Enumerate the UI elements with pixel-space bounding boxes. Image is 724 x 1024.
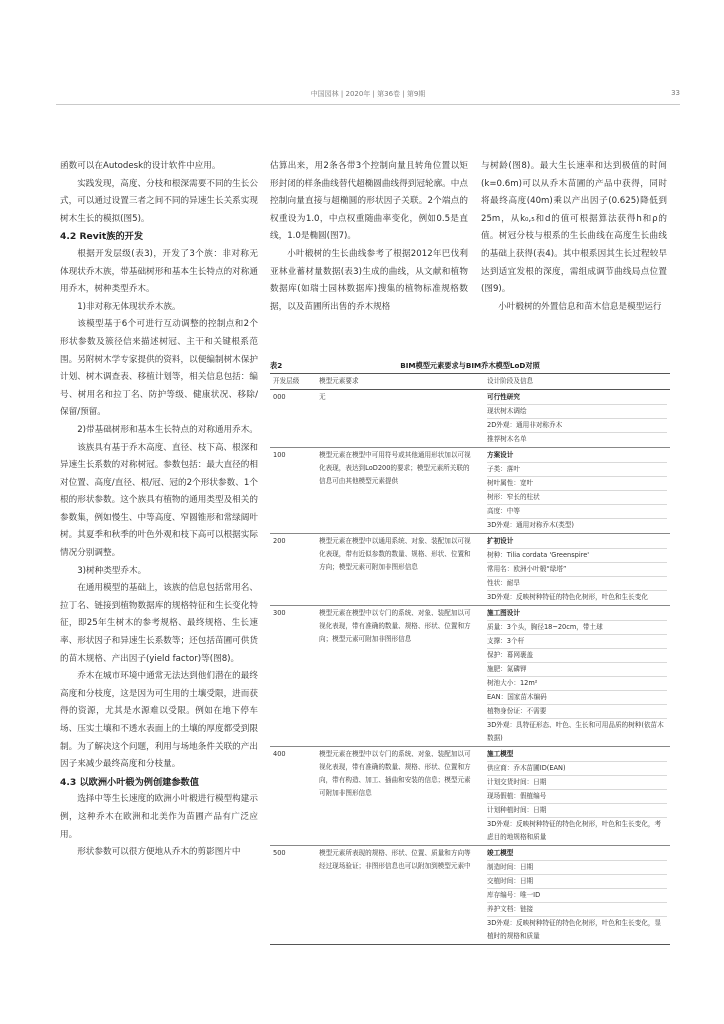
- info-line: 供应商：乔木苗圃ID(EAN): [487, 762, 667, 776]
- info-line: 子类：落叶: [487, 463, 667, 477]
- paragraph: 与树龄(图8)。最大生长速率和达到极值的时间(k=0.6m)可以从乔木苗圃的产品中获得，同时将最终高度(40m)乘以产出因子(0.625)降低到25m，从k₀,₅和d的值可根据算法获得h和ρ的值。树冠分枝与根系的生长曲线在高度生长曲线的基础上获得(表4)。其中根系因其生长过程较早达到适宜发根的深度，需组成调节曲线局点位置(图9)。: [481, 161, 667, 295]
- paragraph: 小叶椴树的生长曲线参考了根据2012年巴伐利亚林业蓄材量数据(表3)生成的曲线，从文献和植物数据库(如瑞士园林数据库)搜集的植物标准规格数据，以及苗圃所出售的乔木规格: [270, 248, 468, 312]
- info-line: 制造时间：日期: [487, 861, 667, 875]
- info-line: 植物身份证：不需要: [487, 705, 667, 719]
- info-line: 质量：3个头，胸径18~20cm，带土球: [487, 621, 667, 635]
- info-line: 施肥：氮磷钾: [487, 663, 667, 677]
- column-left: [60, 158, 258, 862]
- level-cell: 400: [273, 750, 286, 758]
- paragraph: 2)带基础树形和基本生长特点的对称通用乔木。: [77, 424, 258, 435]
- info-line: 树形：窄长的柱状: [487, 491, 667, 505]
- info-line: 计划种植时间：日期: [487, 804, 667, 818]
- level-cell: 200: [273, 537, 286, 545]
- info-line: 3D外观：反映树种特征的特色化树形，叶色和生长变化，考虑目的地规格和质量: [487, 820, 662, 841]
- design-phase: 竣工模型: [487, 847, 667, 861]
- design-phase: 可行性研究: [487, 391, 667, 405]
- table-number: 表2: [270, 361, 283, 370]
- info-line: 3D外观：反映树种特征的特色化树形，叶色和生长变化: [487, 593, 648, 601]
- info-line: 2D外观：通用非对称乔木: [487, 419, 667, 433]
- paragraph: 该族具有基于乔木高度、直径、枝下高、根深和异速生长系数的对称树冠。参数包括：最大直径的相对位置、高度/直径、根/冠、冠的2个形状参数、1个根的形状参数。这个族具有植物的通用类型及相关的参数集，例如慢生、中等高度、窄圆锥形和常绿阔叶树。其夏季和秋季的叶色外观和枝下高可以根据实际情况分别调整。: [60, 442, 258, 559]
- paragraph: 形状参数可以很方便地从乔木的剪影图片中: [77, 847, 241, 858]
- paragraph: 乔木在城市环境中通常无法达到他们潜在的最终高度和分枝度，这是因为可生用的土壤受限，进而获得的资源，尤其是水源难以受限。例如在地下停车场、压实土壤和不透水表面上的土壤的厚度都受到限制。为了解决这个问题，利用与场地条件关联的产出因子来减少最终高度和分枝量。: [60, 671, 258, 770]
- level-cell: 000: [273, 393, 286, 401]
- header-cell: 设计阶段及信息: [487, 377, 534, 385]
- section-heading-4-2: 4.2 Revit族的开发: [60, 231, 144, 243]
- info-line: 树池大小：12m²: [487, 677, 667, 691]
- requirement-cell: 无: [319, 393, 326, 401]
- design-phase: 扩初设计: [487, 535, 667, 549]
- paragraph: 3)树种类型乔木。: [77, 565, 147, 576]
- table-header-row: [270, 374, 670, 390]
- info-line: EAN：国家苗木编码: [487, 691, 667, 705]
- page-header: [56, 86, 680, 105]
- info-cell: [484, 448, 670, 534]
- journal-info: 中国园林 | 2020年 | 第36卷 | 第9期: [310, 90, 426, 98]
- paragraph: 根据开发层级(表3)，开发了3个族：非对称无体现状乔木族，带基础树形和基本生长特点的对称通用乔木，树种类型乔木。: [60, 248, 258, 295]
- level-cell: 100: [273, 451, 286, 459]
- requirement-cell: 模型元素所表现的规格、形状、位置、质量和方向等经过现场验证；非图形信息也可以附加到模型元素中: [319, 849, 471, 870]
- info-line: 计划交货时间：日期: [487, 776, 667, 790]
- info-line: 高度：中等: [487, 505, 667, 519]
- info-line: 3D外观：通用对称乔木(类型): [487, 521, 574, 529]
- table-row: [270, 747, 670, 846]
- info-line: 交植时间：日期: [487, 875, 667, 889]
- table-row: [270, 390, 670, 448]
- info-line: 树叶属性：宽叶: [487, 477, 667, 491]
- info-cell: [484, 846, 670, 945]
- info-line: 保护：幕网裹盖: [487, 649, 667, 663]
- info-line: 现状树木调绘: [487, 405, 667, 419]
- info-cell: [484, 606, 670, 747]
- lod-table: [270, 373, 670, 945]
- design-phase: 施工模型: [487, 748, 667, 762]
- table-row: [270, 534, 670, 606]
- info-line: 支撑：3个杆: [487, 635, 667, 649]
- paragraph: 函数可以在Autodesk的设计软件中应用。: [60, 161, 221, 171]
- info-cell: [484, 534, 670, 606]
- paragraph: 在通用模型的基础上，该族的信息包括常用名、拉丁名、链接到植物数据库的规格特征和生长变化特征，即25年生树木的参考规格、最终规格、生长速率、形状因子和异速生长系数等；还包括苗圃可供货的苗木规格、产出因子(yield factor)等(图8)。: [60, 583, 258, 664]
- section-heading-4-3: 4.3 以欧洲小叶椴为例创建参数值: [60, 776, 199, 788]
- header-cell: 模型元素要求: [319, 377, 359, 385]
- requirement-cell: 模型元素在模型中以专门的系统、对象、装配加以可视化表现，带有准确的数量、规格、形状、位置和方向；模型元素可附加非图形信息: [319, 609, 471, 643]
- column-middle: [270, 158, 468, 316]
- requirement-cell: 模型元素在模型中以专门的系统、对象、装配加以可视化表现，带有准确的数量、规格、形状、位置和方向，带有构造、加工、插曲和安装的信息；模型元素可附加非图形信息: [319, 750, 471, 797]
- column-right: [481, 158, 667, 316]
- requirement-cell: 模型元素在模型中以通用系统、对象、装配加以可视化表现，带有近似参数的数量、规格、形状、位置和方向；模型元素可附加非图形信息: [319, 537, 471, 571]
- table-2: [270, 359, 670, 945]
- page-number: 33: [671, 89, 680, 97]
- table-row: [270, 606, 670, 747]
- table-caption: [270, 359, 670, 373]
- design-phase: 方案设计: [487, 449, 667, 463]
- header-cell: 开发层级: [273, 377, 300, 385]
- requirement-cell: 模型元素在模型中可用符号或其他通用形状加以可视化表现，表达到LoD200的要求；模型元素所关联的信息可由其他模型元素提供: [319, 451, 471, 485]
- design-phase: 施工图设计: [487, 607, 667, 621]
- info-cell: [484, 747, 670, 846]
- table-row: [270, 846, 670, 945]
- table-title: BIM模型元素要求与BIM乔木模型LoD对照: [400, 361, 540, 370]
- info-line: 常用名：欧洲小叶椴“绿塔”: [487, 563, 667, 577]
- info-line: 3D外观：具特征形态、叶色、生长和可用品质的树种(依苗木数据): [487, 721, 664, 742]
- info-line: 养护文档：链接: [487, 903, 667, 917]
- table-row: [270, 448, 670, 534]
- info-line: 树种：Tilia cordata 'Greenspire': [487, 549, 667, 563]
- paragraph: 1)非对称无体现状乔木族。: [77, 301, 181, 312]
- paragraph: 该模型基于6个可进行互动调整的控制点和2个形状参数及簇径信来描述树冠、主干和关键根系范围。另附树木学专家提供的资料，以便编制树木保护计划、树木调查表、移植计划等，相关信息包括：编号、树用名和拉丁名、防护等级、健康状况、移除/保留/预留。: [60, 319, 258, 418]
- info-cell: [484, 390, 670, 448]
- level-cell: 300: [273, 609, 286, 617]
- paragraph: 选择中等生长速度的欧洲小叶椴进行模型构建示例，这种乔木在欧洲和北美作为苗圃产品有广泛应用。: [60, 794, 258, 840]
- paragraph: 实践发现，高度、分枝和根深需要不同的生长公式，可以通过设置三者之间不同的异速生长关系实现树木生长的模拟(图5)。: [60, 178, 258, 224]
- paragraph: 估算出来，用2条各带3个控制向量且转角位置以矩形封闭的样条曲线替代超椭圆曲线得到冠轮廓。中点控制向量直接与超椭圆的形状因子关联。2个端点的权重设为1.0，中点权重随曲率变化，例如0.5是直线，1.0是椭圆(图7)。: [270, 161, 468, 242]
- info-line: 现场假植：假植编号: [487, 790, 667, 804]
- info-line: 库存编号：唯一ID: [487, 889, 667, 903]
- info-line: 性状：耐旱: [487, 577, 667, 591]
- info-line: 推荐树木名单: [487, 435, 527, 443]
- level-cell: 500: [273, 849, 286, 857]
- info-line: 3D外观：反映树种特征的特色化树形，叶色和生长变化，显植时的规格和质量: [487, 919, 662, 940]
- paragraph: 小叶椴树的外置信息和苗木信息是模型运行: [498, 301, 662, 312]
